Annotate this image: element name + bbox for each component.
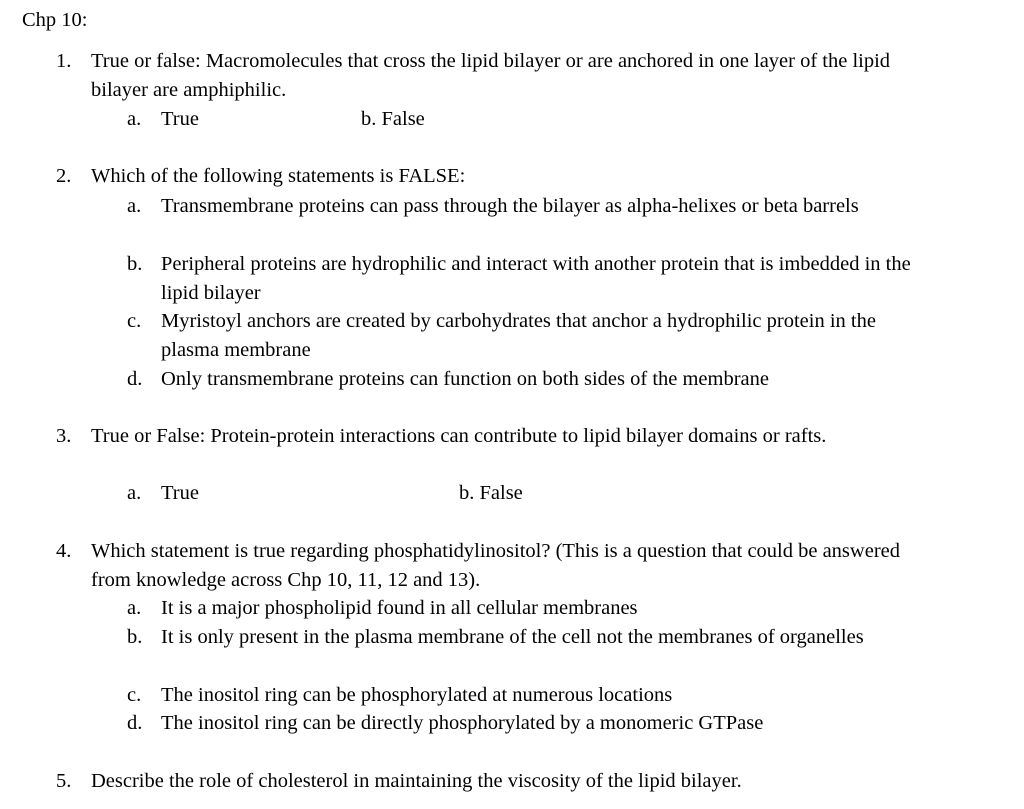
question-1-option-a-text: True bbox=[161, 108, 199, 130]
question-3-text: True or False: Protein-protein interactions can contribute to lipid bilayer domains or rafts. bbox=[91, 425, 827, 447]
question-3-option-b-text: b. False bbox=[459, 482, 523, 504]
question-5-number: 5. bbox=[56, 770, 72, 792]
question-2-option-b-text: Peripheral proteins are hydrophilic and interact with another protein that is imbedded in the lipid bilayer bbox=[161, 253, 911, 304]
question-2-option-b-label: b. bbox=[127, 253, 143, 275]
question-2-number: 2. bbox=[56, 165, 72, 187]
question-4-option-c-label: c. bbox=[127, 684, 142, 706]
question-3-option-a-text: True bbox=[161, 482, 199, 504]
question-4-text: Which statement is true regarding phosphatidylinositol? (This is a question that could be answered from knowledge across Chp 10, 11, 12 and 13). bbox=[91, 540, 900, 591]
question-2-option-c-label: c. bbox=[127, 310, 142, 332]
question-1-number: 1. bbox=[56, 50, 72, 72]
question-2-option-d-text: Only transmembrane proteins can function on both sides of the membrane bbox=[161, 368, 770, 390]
question-2-option-d-label: d. bbox=[127, 368, 143, 390]
question-4-option-b-label: b. bbox=[127, 626, 143, 648]
question-2-text: Which of the following statements is FALSE: bbox=[91, 165, 466, 187]
question-3-option-a-label: a. bbox=[127, 482, 142, 504]
question-1-text: True or false: Macromolecules that cross the lipid bilayer or are anchored in one layer of the lipid bilayer are amphiphilic. bbox=[91, 50, 891, 101]
question-4-option-a-label: a. bbox=[127, 597, 142, 619]
question-3-number: 3. bbox=[56, 425, 72, 447]
question-2-option-a-text: Transmembrane proteins can pass through the bilayer as alpha-helixes or beta barrels bbox=[161, 195, 859, 217]
chapter-heading: Chp 10: bbox=[22, 9, 88, 31]
question-1-option-a-label: a. bbox=[127, 108, 142, 130]
question-5-text: Describe the role of cholesterol in maintaining the viscosity of the lipid bilayer. bbox=[91, 770, 742, 792]
question-1-option-b-text: b. False bbox=[361, 108, 425, 130]
question-4-option-a-text: It is a major phospholipid found in all cellular membranes bbox=[161, 597, 638, 619]
question-4-option-c-text: The inositol ring can be phosphorylated at numerous locations bbox=[161, 684, 673, 706]
question-2-option-c-text: Myristoyl anchors are created by carbohydrates that anchor a hydrophilic protein in the plasma membrane bbox=[161, 310, 876, 361]
question-4-option-d-label: d. bbox=[127, 712, 143, 734]
question-4-option-b-text: It is only present in the plasma membrane of the cell not the membranes of organelles bbox=[161, 626, 864, 648]
question-4-number: 4. bbox=[56, 540, 72, 562]
question-4-option-d-text: The inositol ring can be directly phosphorylated by a monomeric GTPase bbox=[161, 712, 764, 734]
question-2-option-a-label: a. bbox=[127, 195, 142, 217]
